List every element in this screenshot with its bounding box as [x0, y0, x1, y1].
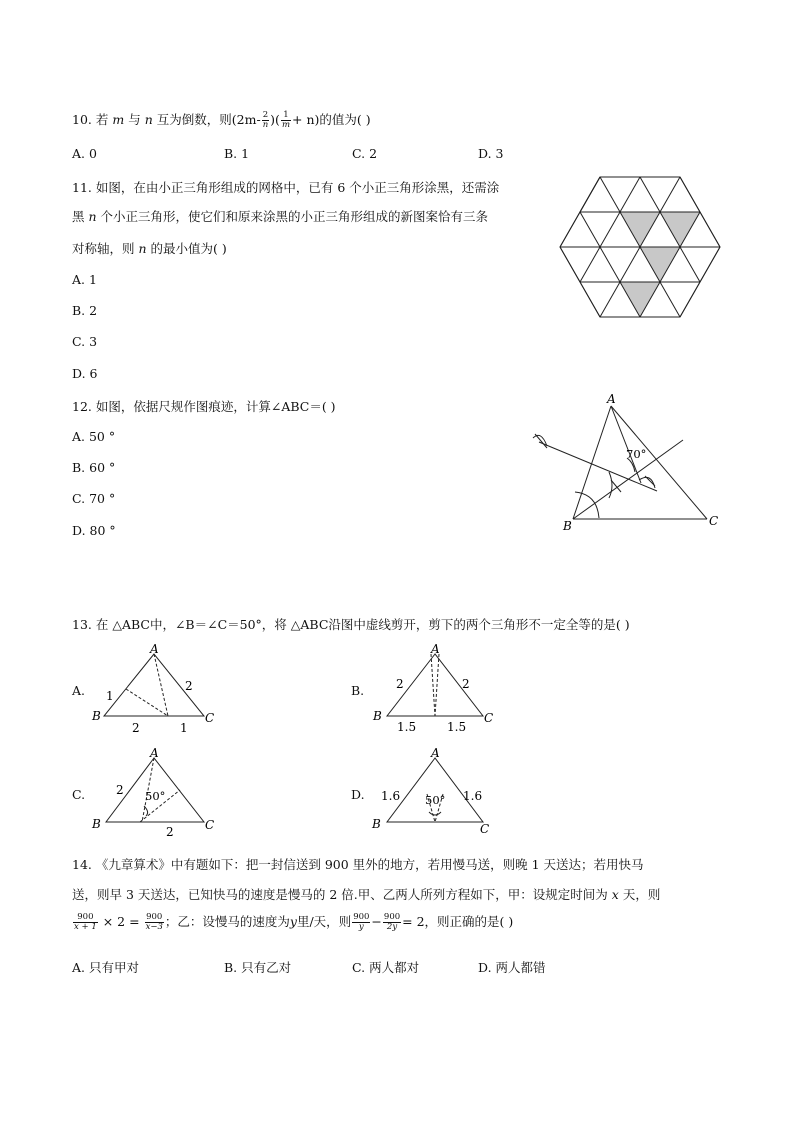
q11-stem-line2	[72, 207, 488, 225]
q13-stem: 13. 在 △ABC中，∠B＝∠C＝50°，将 △ABC沿图中虚线剪开，剪下的两个三角形不一定全等的是( )	[72, 617, 630, 632]
q13-a-vertex-b: B	[92, 709, 101, 723]
q14-text: = 2，则正确的是( )	[402, 914, 514, 929]
q13-option-c-figure[interactable]	[88, 746, 223, 842]
q14-text: 送，则早 3 天送达，已知快马的速度是慢马的 2 倍.甲、乙两人所列方程如下，甲：设规定时间为	[72, 887, 608, 902]
q11-option-a[interactable]: A. 1	[72, 272, 97, 287]
q14-text: 天，则	[622, 887, 661, 902]
q13-a-vertex-c: C	[205, 711, 215, 725]
q13-b-side-3: 1.5	[397, 720, 417, 734]
q13-option-a-figure[interactable]	[88, 642, 223, 738]
q11-option-d[interactable]: D. 6	[72, 366, 98, 381]
q13-c-vertex-c: C	[205, 818, 215, 832]
q13-d-vertex-b: B	[372, 817, 381, 831]
q14-text: 里/天，则	[296, 914, 352, 929]
q14-stem-line2	[72, 885, 660, 903]
q10-fraction-2-over-n: $\frac{2}{n}$	[262, 110, 269, 130]
q11-text: 个小正三角形，使它们和原来涂黑的小正三角形组成的新图案恰有三条	[100, 209, 489, 224]
q10-text: )(	[270, 112, 280, 127]
q13-c-vertex-b: B	[92, 817, 101, 831]
q11-stem-line1: 11. 如图，在由小正三角形组成的网格中，已有 6 个小正三角形涂黑，还需涂	[72, 180, 500, 195]
q13-b-side-1: 2	[396, 677, 404, 691]
q10-number: 10.	[72, 112, 92, 127]
q13-d-vertex-a: A	[431, 746, 440, 760]
q10-stem	[72, 110, 371, 130]
q10-text: 若	[95, 112, 109, 127]
q10-var-n: n	[144, 112, 153, 127]
q13-b-vertex-b: B	[373, 709, 382, 723]
q11-stem-line3	[72, 239, 227, 257]
q13-c-side-2: 2	[166, 825, 174, 839]
q10-option-d[interactable]: D. 3	[478, 146, 504, 161]
q12-option-a[interactable]: A. 50 °	[72, 429, 116, 444]
q14-stem-line1: 14. 《九章算术》中有题如下：把一封信送到 900 里外的地方，若用慢马送，则晚 1 天送达；若用快马	[72, 857, 644, 872]
q10-text: + n)的值为( )	[292, 112, 371, 127]
q13-option-d-figure[interactable]	[367, 746, 502, 842]
q13-option-b-figure[interactable]	[367, 642, 502, 738]
q13-option-d-label[interactable]: D.	[351, 787, 365, 802]
q13-d-side-1: 1.6	[381, 789, 401, 803]
q11-text: 的最小值为( )	[150, 241, 227, 256]
q14-text: × 2 =	[102, 914, 140, 929]
q13-b-vertex-c: C	[484, 711, 494, 725]
q14-option-d[interactable]: D. 两人都错	[478, 960, 546, 975]
q14-var-x: x	[611, 887, 619, 902]
q14-fraction-900-over-2y: $\frac{900}{2y}$	[383, 912, 401, 932]
q13-a-vertex-a: A	[150, 642, 159, 656]
q10-text: 与	[128, 112, 141, 127]
q13-option-b-label[interactable]: B.	[351, 683, 365, 698]
q11-option-b[interactable]: B. 2	[72, 303, 98, 318]
q13-c-side-1: 2	[116, 783, 124, 797]
q13-b-side-2: 2	[462, 677, 470, 691]
q14-var-y: y	[289, 914, 297, 929]
q11-var-n: n	[88, 209, 97, 224]
q10-option-b[interactable]: B. 1	[224, 146, 250, 161]
q10-option-a[interactable]: A. 0	[72, 146, 97, 161]
q14-fraction-900-over-y: $\frac{900}{y}$	[353, 912, 370, 932]
q14-option-a[interactable]: A. 只有甲对	[72, 960, 139, 975]
q13-c-angle: 50°	[145, 789, 166, 803]
q13-d-vertex-c: C	[480, 822, 490, 836]
q13-option-c-label[interactable]: C.	[72, 787, 86, 802]
q11-text: 对称轴，则	[72, 241, 135, 256]
q13-d-angle: 50°	[425, 793, 446, 807]
q14-stem-line3	[72, 912, 513, 932]
q12-construction-figure	[525, 388, 725, 536]
q10-var-m: m	[112, 112, 125, 127]
q12-option-b[interactable]: B. 60 °	[72, 460, 116, 475]
q14-option-b[interactable]: B. 只有乙对	[224, 960, 292, 975]
q12-angle-label: 70°	[626, 447, 647, 461]
q13-a-side-4: 1	[180, 721, 188, 735]
q14-option-c[interactable]: C. 两人都对	[352, 960, 420, 975]
q14-text: −	[371, 914, 382, 929]
q10-text: 互为倒数，则(2m-	[156, 112, 261, 127]
q13-a-side-3: 2	[132, 721, 140, 735]
q13-d-side-2: 1.6	[463, 789, 483, 803]
q13-a-side-2: 2	[185, 679, 193, 693]
q13-b-side-4: 1.5	[447, 720, 467, 734]
q12-option-c[interactable]: C. 70 °	[72, 491, 116, 506]
q12-label-a: A	[607, 392, 616, 406]
q13-a-side-1: 1	[106, 689, 114, 703]
q10-option-c[interactable]: C. 2	[352, 146, 378, 161]
q13-option-a-label[interactable]: A.	[72, 683, 86, 698]
q13-b-vertex-a: A	[431, 642, 440, 656]
q12-triangle	[533, 406, 707, 519]
q12-label-c: C	[709, 514, 719, 528]
q13-c-vertex-a: A	[150, 746, 159, 760]
q11-option-c[interactable]: C. 3	[72, 334, 98, 349]
q12-option-d[interactable]: D. 80 °	[72, 523, 116, 538]
q14-fraction-900-over-x-minus-3: $\frac{900}{x-3}$	[145, 912, 163, 932]
q11-shaded-triangles	[620, 212, 700, 317]
q11-text: 黑	[72, 209, 85, 224]
q11-var-n: n	[138, 241, 147, 256]
q11-triangle-grid-figure	[556, 174, 724, 320]
q14-text: ；乙：设慢马的速度为	[164, 914, 290, 929]
q10-fraction-1-over-m: $\frac{1}{m}$	[281, 110, 290, 130]
q14-fraction-900-over-x-plus-1: $\frac{900}{x + 1}$	[74, 912, 97, 932]
q12-label-b: B	[563, 519, 572, 533]
q12-stem: 12. 如图，依据尺规作图痕迹，计算∠ABC＝( )	[72, 399, 336, 414]
